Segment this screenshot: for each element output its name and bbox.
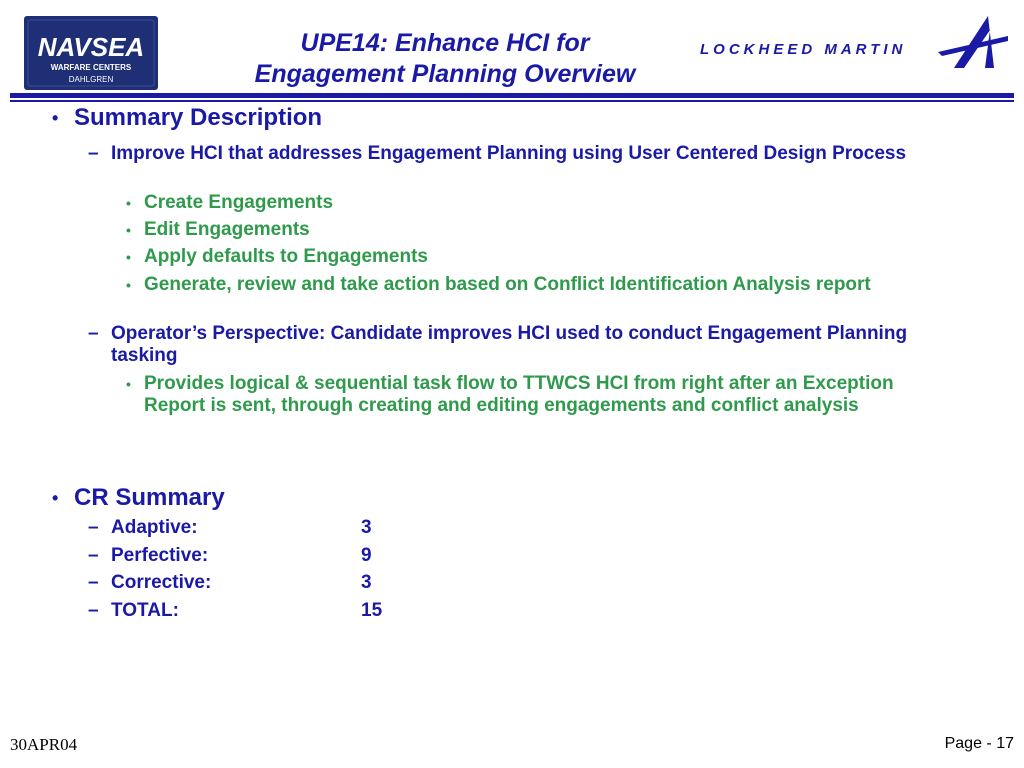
dash-marker: – [88,545,99,566]
bullet-marker: • [52,488,59,508]
cr-row-label: Corrective: [111,572,212,593]
navsea-logo-brand: NAVSEA [37,32,145,62]
navsea-logo [24,16,158,90]
dash-marker: – [88,143,99,164]
summary-heading: Summary Description [74,104,323,131]
cr-row [88,517,488,539]
cr-row-value: 3 [361,572,372,593]
bullet-cr-summary [52,484,952,512]
dash-marker: – [88,323,99,344]
footer-date: 30APR04 [10,735,78,754]
dash-improve-hci-text: Improve HCI that addresses Engagement Planning using User Centered Design Process [111,143,907,164]
list-item [126,219,946,241]
dash-marker: – [88,572,99,593]
footer-page-number: Page - 17 [944,735,1014,752]
dash-operators-perspective-text: Operator’s Perspective: Candidate improves HCI used to conduct Engagement Planning tasking [111,323,908,366]
navsea-logo-sub2: DAHLGREN [68,75,114,84]
cr-row-value: 9 [361,545,372,566]
page-title-line2: Engagement Planning Overview [254,60,636,88]
dash-operators-perspective [88,323,978,367]
header-rule-thin [10,100,1014,102]
bullet-marker: • [52,108,59,128]
list-item-text: Provides logical & sequential task flow to TTWCS HCI from right after an Exception Report is sent, through creating and editing engagements and conflict analysis [144,373,894,416]
page-title-line1: UPE14: Enhance HCI for [300,29,590,57]
bullet-marker: • [126,249,131,265]
bullet-summary-description [52,104,952,132]
bullet-marker: • [126,277,131,293]
list-item [126,192,946,214]
navsea-logo-sub1: WARFARE CENTERS [50,63,132,72]
cr-row-label: Adaptive: [111,517,198,538]
cr-row [88,545,488,567]
cr-row [88,572,488,594]
dash-improve-hci [88,142,978,166]
lockheed-martin-logo-text: LOCKHEED MARTIN [700,41,907,58]
list-item [126,246,946,268]
bullet-marker: • [126,376,131,392]
cr-row-value: 15 [361,600,383,621]
dash-marker: – [88,600,99,621]
page-title [190,28,700,90]
bullet-marker: • [126,195,131,211]
cr-row [88,600,488,622]
cr-row-label: Perfective: [111,545,209,566]
cr-summary-heading: CR Summary [74,484,225,511]
list-item [126,274,956,296]
list-item-text: Edit Engagements [144,219,310,240]
list-item-text: Create Engagements [144,192,334,213]
dash-marker: – [88,517,99,538]
list-item [126,373,946,417]
header-rule-thick [10,93,1014,98]
lockheed-martin-logo [698,16,1010,74]
list-item-text: Generate, review and take action based on Conflict Identification Analysis report [144,274,871,295]
cr-row-label: TOTAL: [111,600,179,621]
cr-row-value: 3 [361,517,372,538]
bullet-marker: • [126,222,131,238]
list-item-text: Apply defaults to Engagements [144,246,428,267]
